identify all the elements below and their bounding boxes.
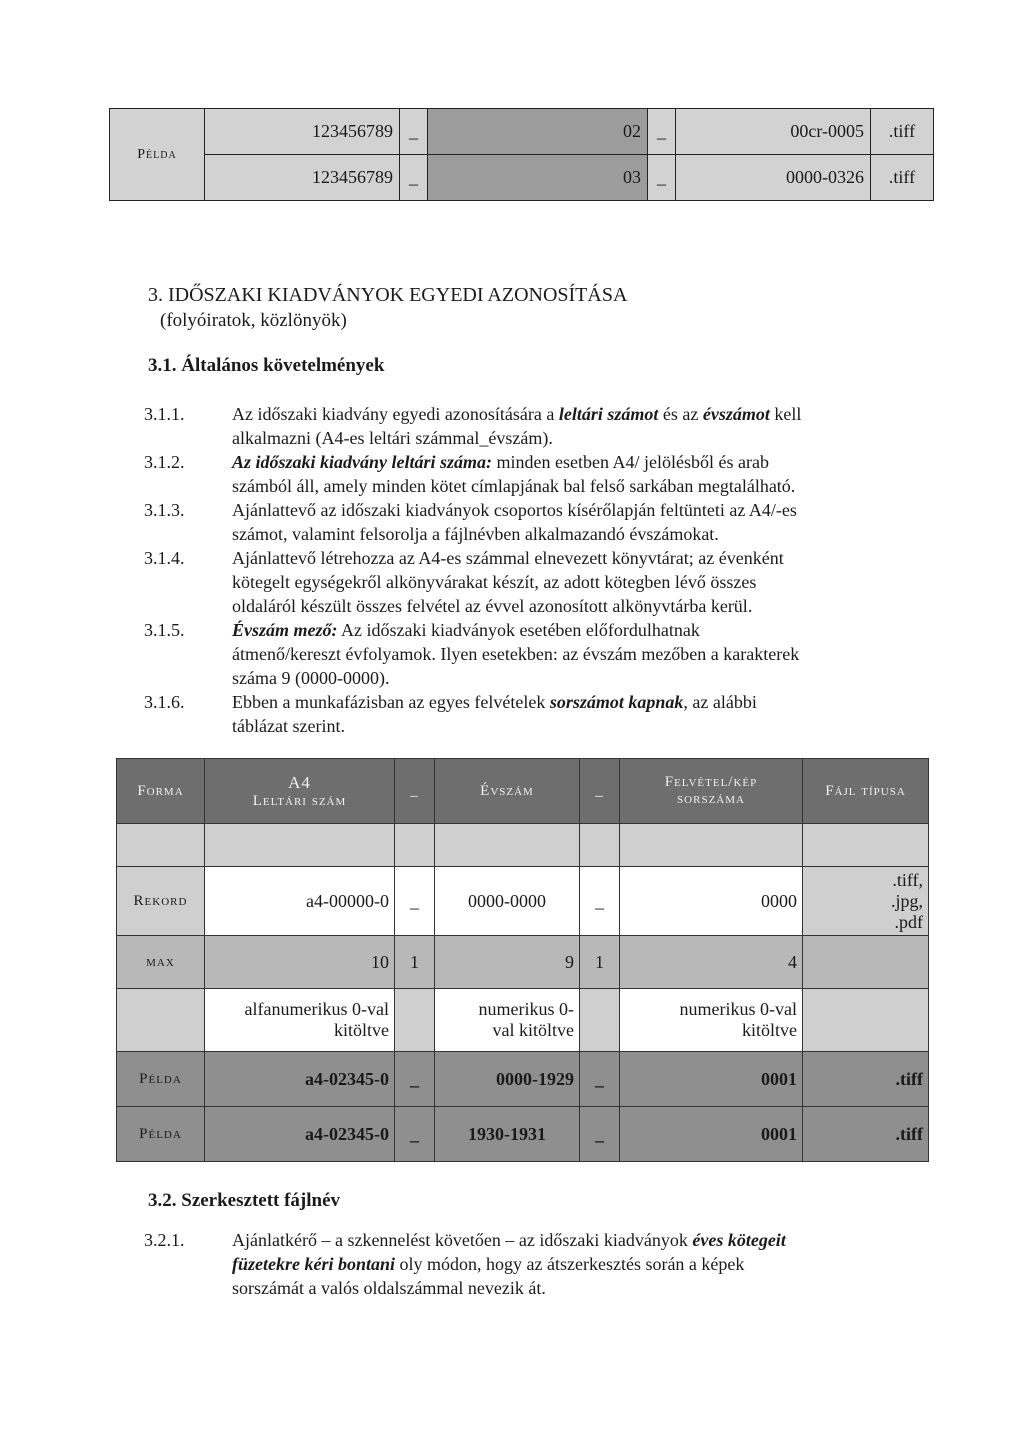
header-felvetel-top: Felvétel/kép	[664, 774, 758, 790]
header-separator: _	[580, 759, 620, 824]
text: val kitöltve	[492, 1020, 574, 1040]
text: Ebben a munkafázisban az egyes felvételek	[232, 692, 550, 712]
file-type-cell	[803, 867, 929, 936]
evszam-cell: 1930-1931	[435, 1107, 580, 1162]
felvetel-cell: 0000	[620, 867, 803, 936]
table-row	[117, 824, 929, 867]
separator-cell: _	[580, 867, 620, 936]
text: numerikus 0-val	[679, 999, 797, 1019]
evszam-cell: 0000-0000	[435, 867, 580, 936]
item-number: 3.1.1.	[144, 404, 185, 424]
a4-cell: a4-02345-0	[205, 1052, 395, 1107]
item-number: 3.1.6.	[144, 692, 185, 712]
separator-cell: _	[580, 1052, 620, 1107]
separator-cell: 1	[395, 936, 435, 989]
row-label: Példa	[117, 1107, 205, 1162]
number-cell: 03	[428, 155, 648, 201]
text: és az	[658, 404, 703, 424]
a4-cell: 10	[205, 936, 395, 989]
emphasis: sorszámot kapnak	[549, 692, 684, 712]
header-felvetel-bottom: sorszáma	[677, 791, 745, 807]
a4-cell: a4-02345-0	[205, 1107, 395, 1162]
example-table	[109, 108, 934, 201]
evszam-description	[435, 989, 580, 1052]
file-type-cell: .tiff	[803, 1107, 929, 1162]
emphasis: Az időszaki kiadvány leltári száma:	[232, 452, 493, 472]
text: száma 9 (0000-0000).	[232, 668, 390, 688]
section-3-1-title: 3.1. Általános követelmények	[148, 355, 385, 376]
text: kell	[769, 404, 802, 424]
emphasis: Évszám mező:	[232, 620, 338, 640]
table-row	[110, 155, 934, 201]
row-label: Példa	[117, 1052, 205, 1107]
felvetel-cell: 0001	[620, 1107, 803, 1162]
emphasis: évszámot	[702, 404, 770, 424]
text: minden esetben A4/ jelölésből és arab	[492, 452, 769, 472]
header-separator: _	[395, 759, 435, 824]
text: Ajánlatkérő – a szkennelést követően – az időszaki kiadványok	[232, 1230, 693, 1250]
example-label: Példa	[110, 109, 205, 201]
row-label: Rekord	[117, 867, 205, 936]
text: Az időszaki kiadvány egyedi azonosítására a	[232, 404, 559, 424]
paragraph-3-2-1	[144, 1228, 918, 1300]
text: táblázat szerint.	[232, 716, 345, 736]
table-row	[117, 989, 929, 1052]
paragraph-3-1-2	[144, 450, 918, 498]
file-type-cell: .tiff	[803, 1052, 929, 1107]
emphasis: éves kötegeit	[692, 1230, 786, 1250]
header-a4-top: A4	[288, 772, 311, 792]
item-number: 3.1.5.	[144, 620, 185, 640]
code-cell: 00cr-0005	[676, 109, 871, 155]
section-3-heading: 3. IDŐSZAKI KIADVÁNYOK EGYEDI AZONOSÍTÁSA	[148, 284, 628, 306]
item-number: 3.1.4.	[144, 548, 185, 568]
separator-cell: _	[400, 109, 428, 155]
item-number: 3.1.3.	[144, 500, 185, 520]
code-cell: 0000-0326	[676, 155, 871, 201]
separator-cell: _	[395, 867, 435, 936]
paragraph-3-1-3	[144, 498, 918, 546]
table-row	[117, 1052, 929, 1107]
paragraph-3-1-6	[144, 690, 918, 738]
table-row	[110, 109, 934, 155]
separator-cell: _	[400, 155, 428, 201]
header-felvetel	[620, 759, 803, 824]
emphasis: füzetekre kéri bontani	[232, 1254, 396, 1274]
emphasis: leltári számot	[558, 404, 659, 424]
header-evszam: Évszám	[435, 759, 580, 824]
evszam-cell: 0000-1929	[435, 1052, 580, 1107]
felvetel-cell: 0001	[620, 1052, 803, 1107]
extension-cell: .tiff	[871, 109, 934, 155]
a4-description	[205, 989, 395, 1052]
text: numerikus 0-	[478, 999, 574, 1019]
text: Ajánlattevő létrehozza az A4-es számmal elnevezett könyvtárat; az évenként	[232, 548, 784, 568]
extension-cell: .tiff	[871, 155, 934, 201]
separator-cell: _	[580, 1107, 620, 1162]
text: kötegelt egységekről alkönyvárakat készít, az adott kötegben lévő összes	[232, 572, 757, 592]
felvetel-description	[620, 989, 803, 1052]
id-cell: 123456789	[205, 109, 400, 155]
table-header-row	[117, 759, 929, 824]
header-forma: Forma	[117, 759, 205, 824]
separator-cell: _	[648, 155, 676, 201]
a4-cell: a4-00000-0	[205, 867, 395, 936]
text: Ajánlattevő az időszaki kiadványok csoportos kísérőlapján feltünteti az A4/-es	[232, 500, 797, 520]
separator-cell: _	[648, 109, 676, 155]
separator-cell: _	[395, 1052, 435, 1107]
text: sorszámát a valós oldalszámmal nevezik át.	[232, 1278, 546, 1298]
header-fajl-tipusa: Fájl típusa	[803, 759, 929, 824]
paragraph-3-1-4	[144, 546, 918, 618]
table-row	[117, 867, 929, 936]
section-3-2-title: 3.2. Szerkesztett fájlnév	[148, 1190, 341, 1211]
text: számot, valamint felsorolja a fájlnévben alkalmazandó évszámokat.	[232, 524, 719, 544]
text: Az időszaki kiadványok esetében előfordulhatnak	[337, 620, 700, 640]
text: számból áll, amely minden kötet címlapjának bal felső sarkában megtalálható.	[232, 476, 796, 496]
text: átmenő/kereszt évfolyamok. Ilyen esetekben: az évszám mezőben a karakterek	[232, 644, 800, 664]
file-type-jpg: .jpg,	[890, 890, 923, 911]
header-a4	[205, 759, 395, 824]
section-3-subheading: (folyóiratok, közlönyök)	[160, 310, 347, 331]
file-type-pdf: .pdf	[894, 911, 923, 932]
text: alkalmazni (A4-es leltári számmal_évszám).	[232, 428, 553, 448]
header-a4-bottom: Leltári szám	[252, 792, 347, 809]
paragraph-3-1-1	[144, 402, 918, 450]
table-row	[117, 936, 929, 989]
text: kitöltve	[334, 1020, 389, 1040]
paragraph-3-1-5	[144, 618, 918, 690]
text: oldaláról készült összes felvétel az évvel azonosított alkönyvtárba kerül.	[232, 596, 753, 616]
item-number: 3.1.2.	[144, 452, 185, 472]
text: kitöltve	[742, 1020, 797, 1040]
item-number: 3.2.1.	[144, 1230, 185, 1250]
text: oly módon, hogy az átszerkesztés során a képek	[395, 1254, 745, 1274]
id-cell: 123456789	[205, 155, 400, 201]
evszam-cell: 9	[435, 936, 580, 989]
separator-cell: _	[395, 1107, 435, 1162]
text: , az alábbi	[683, 692, 757, 712]
table-row	[117, 1107, 929, 1162]
text: alfanumerikus 0-val	[244, 999, 389, 1019]
separator-cell: 1	[580, 936, 620, 989]
row-label: max	[117, 936, 205, 989]
felvetel-cell: 4	[620, 936, 803, 989]
file-type-tiff: .tiff,	[892, 869, 923, 890]
number-cell: 02	[428, 109, 648, 155]
identifier-table	[116, 758, 929, 1162]
